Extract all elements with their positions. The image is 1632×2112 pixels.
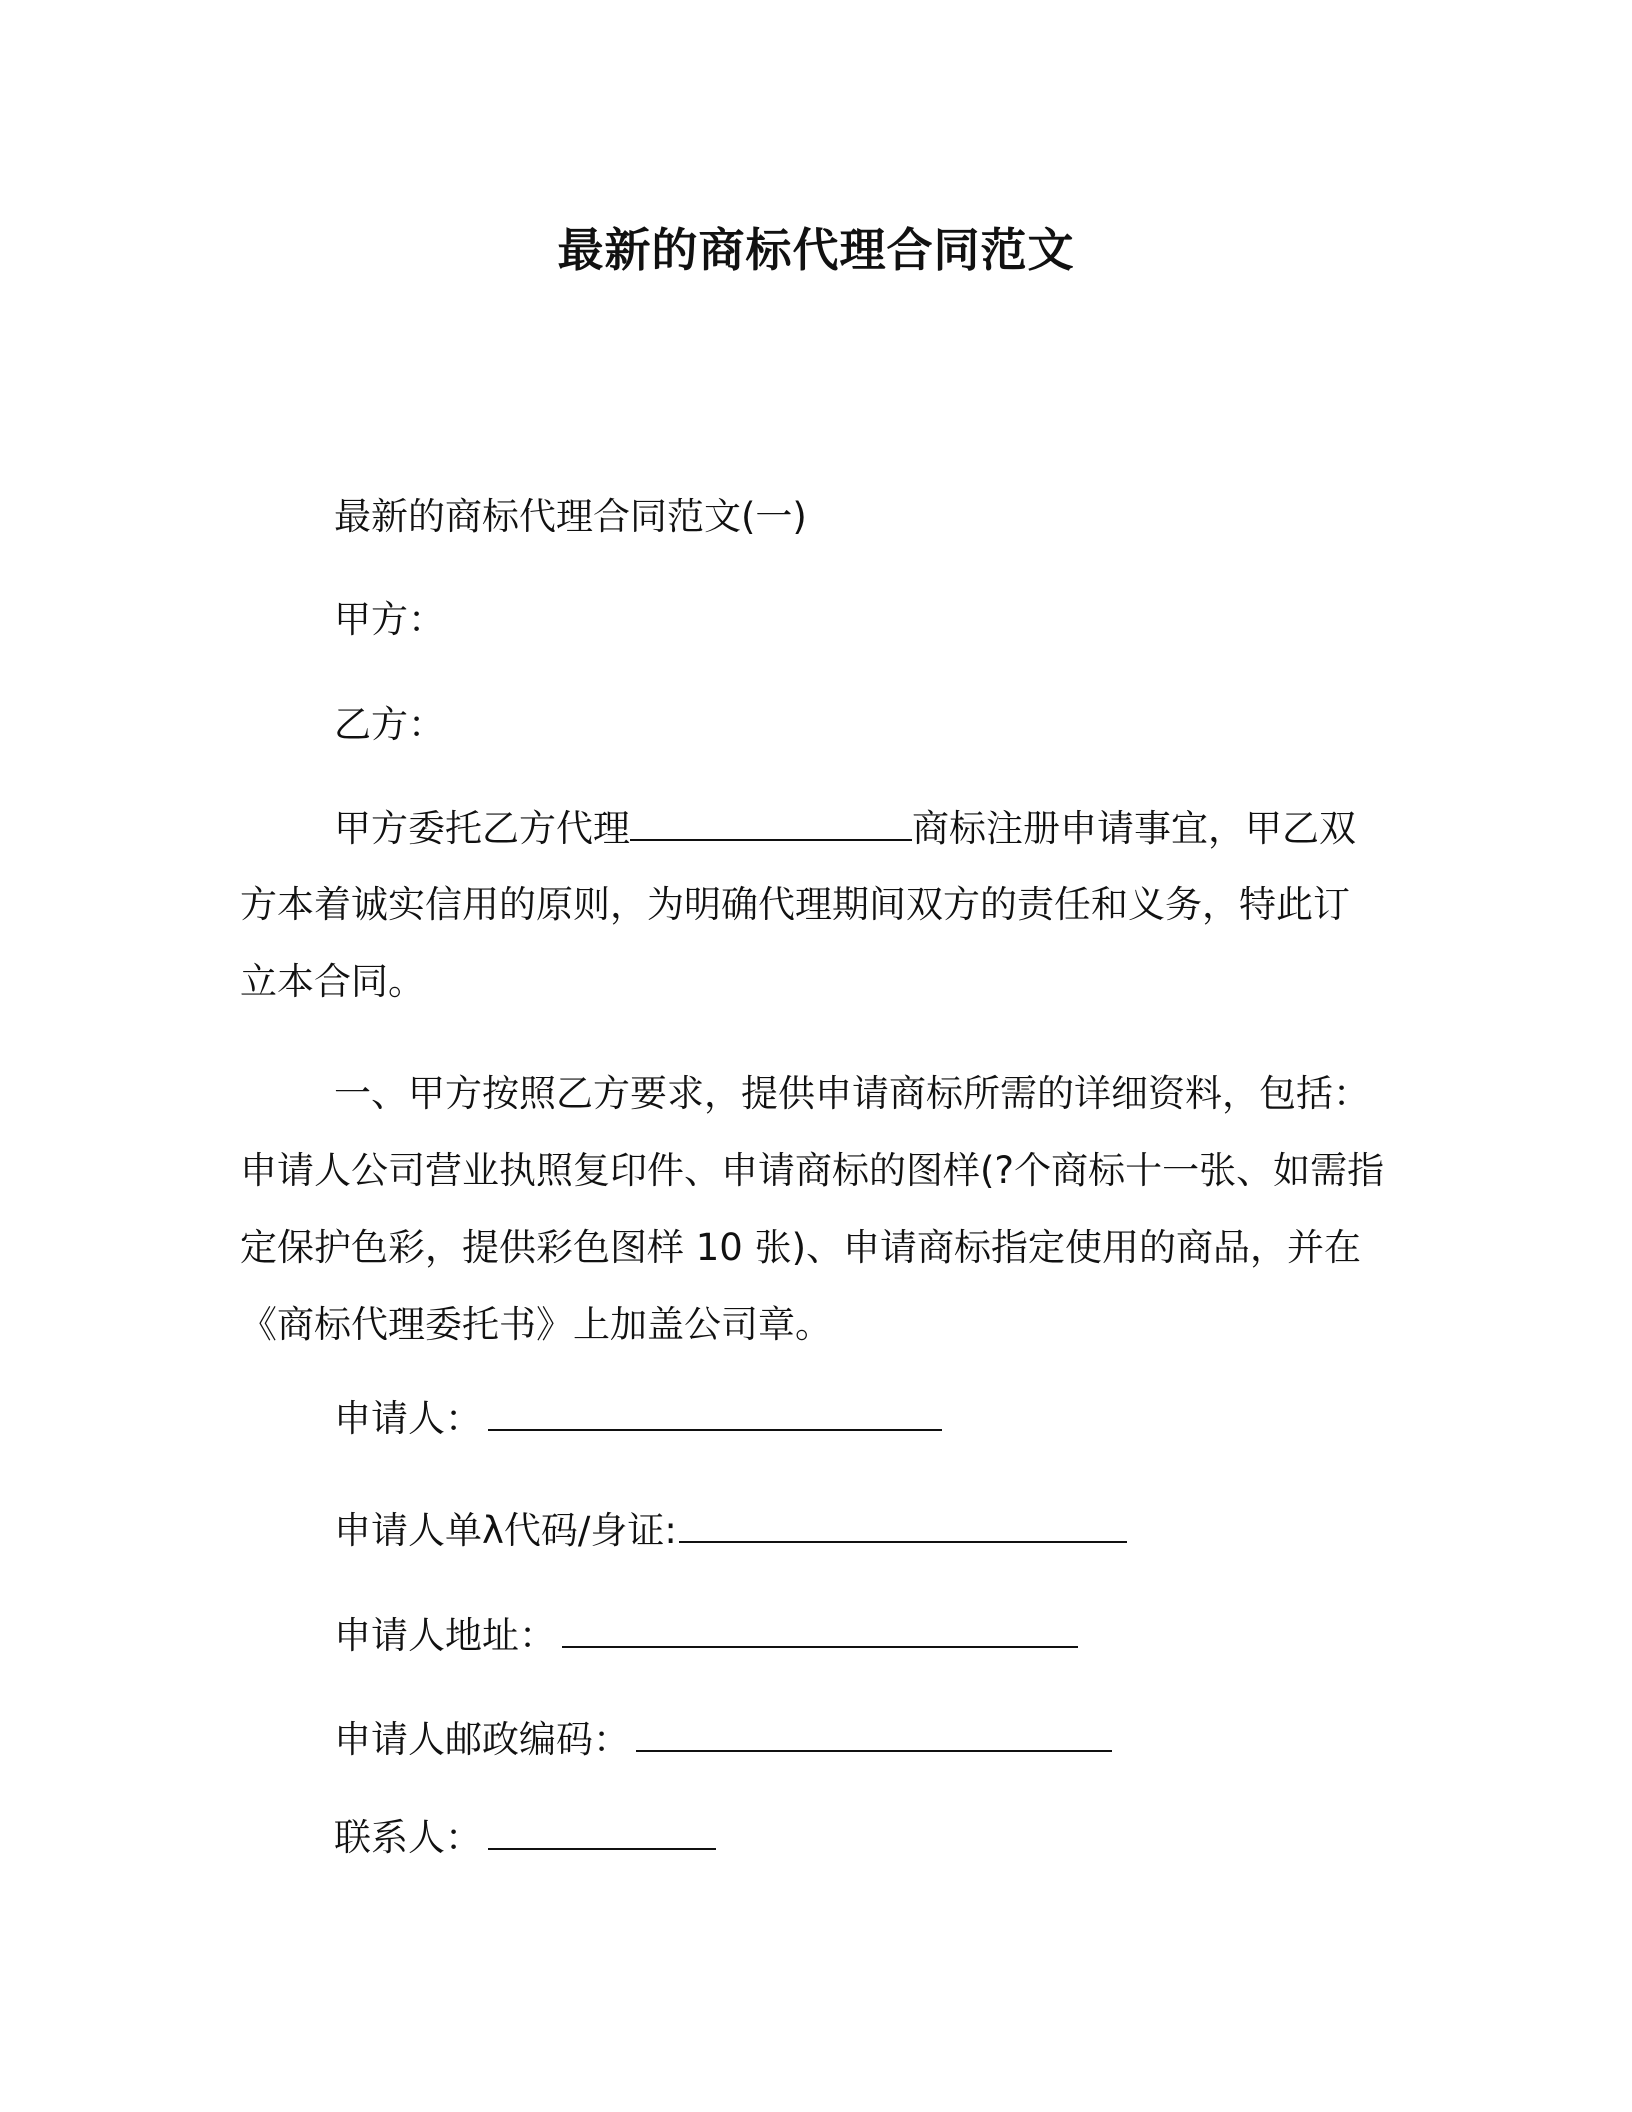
field-applicant-postcode-label: 申请人邮政编码： (334, 1718, 630, 1761)
party-b-label: 乙方： (334, 703, 445, 746)
field-applicant-address (334, 1610, 1078, 1661)
field-applicant (334, 1393, 942, 1444)
paragraph-1-start: 甲方委托乙方代理 (334, 807, 630, 850)
paragraph-1-line-3: 立本合同。 (240, 960, 425, 1003)
document-title: 最新的商标代理合同范文 (557, 223, 1075, 277)
trademark-blank (630, 803, 912, 841)
paragraph-1-line-2: 方本着诚实信用的原则，为明确代理期间双方的责任和义务，特此订 (240, 883, 1350, 926)
field-applicant-address-label: 申请人地址： (334, 1614, 556, 1657)
paragraph-1-end: 商标注册申请事宜，甲乙双 (912, 807, 1356, 850)
paragraph-1-line-1 (334, 803, 1356, 854)
field-applicant-address-blank (562, 1610, 1078, 1648)
paragraph-2: 一、甲方按照乙方要求，提供申请商标所需的详细资料，包括：申请人公司营业执照复印件、申请商标的图样(?个商标十一张、如需指定保护色彩，提供彩色图样 10 张)、申请商标指定使用的商品，并在《商标代理委托书》上加盖公司章。 (240, 1072, 1385, 1346)
section-subtitle: 最新的商标代理合同范文(一) (334, 495, 807, 538)
field-applicant-postcode-blank (636, 1714, 1112, 1752)
field-applicant-postcode (334, 1714, 1112, 1765)
field-applicant-label: 申请人： (334, 1397, 482, 1440)
party-a-label: 甲方： (334, 598, 445, 641)
field-applicant-code-label: 申请人单λ代码/身证: (334, 1509, 677, 1552)
field-applicant-code (334, 1505, 1127, 1556)
field-contact-label: 联系人： (334, 1816, 482, 1859)
field-applicant-code-blank (679, 1505, 1127, 1543)
field-contact (334, 1812, 716, 1863)
field-contact-blank (488, 1812, 716, 1850)
field-applicant-blank (488, 1393, 942, 1431)
